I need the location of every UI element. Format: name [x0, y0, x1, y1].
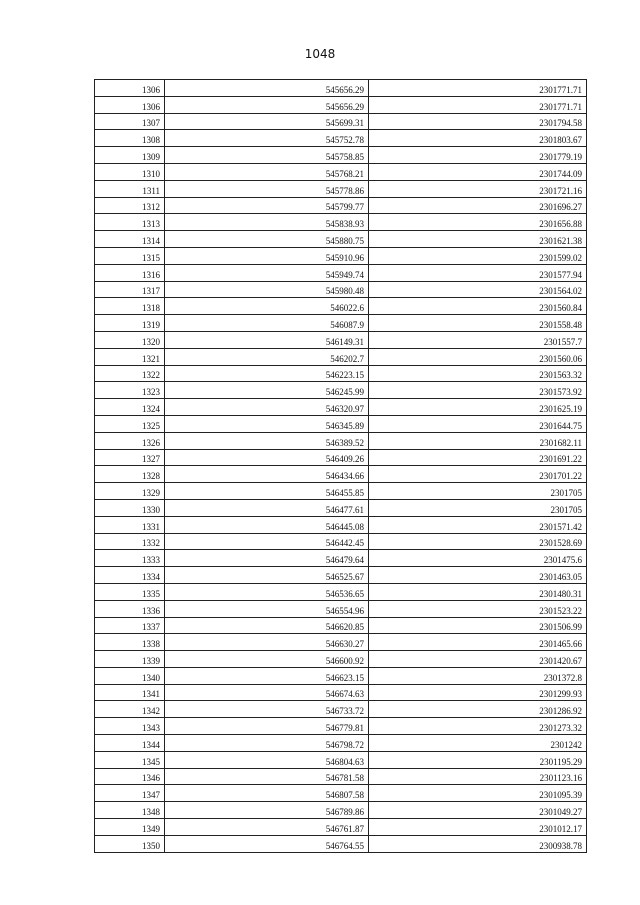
- y-coordinate-cell: 2301560.84: [369, 298, 587, 315]
- point-number-cell: 1346: [95, 768, 165, 785]
- point-number-cell: 1326: [95, 432, 165, 449]
- point-number-cell: 1335: [95, 583, 165, 600]
- y-coordinate-cell: 2301803.67: [369, 130, 587, 147]
- point-number-cell: 1306: [95, 96, 165, 113]
- y-coordinate-cell: 2301475.6: [369, 550, 587, 567]
- table-row: [95, 130, 587, 147]
- x-coordinate-cell: 546674.63: [165, 684, 369, 701]
- point-number-cell: 1313: [95, 214, 165, 231]
- y-coordinate-cell: 2301571.42: [369, 516, 587, 533]
- point-number-cell: 1339: [95, 651, 165, 668]
- point-number-cell: 1328: [95, 466, 165, 483]
- y-coordinate-cell: 2301563.32: [369, 365, 587, 382]
- table-row: [95, 802, 587, 819]
- x-coordinate-cell: 545778.86: [165, 180, 369, 197]
- table-row: [95, 533, 587, 550]
- x-coordinate-cell: 546445.08: [165, 516, 369, 533]
- y-coordinate-cell: 2301123.16: [369, 768, 587, 785]
- table-row: [95, 331, 587, 348]
- y-coordinate-cell: 2301705: [369, 499, 587, 516]
- y-coordinate-cell: 2301771.71: [369, 80, 587, 97]
- y-coordinate-cell: 2301506.99: [369, 617, 587, 634]
- x-coordinate-cell: 546389.52: [165, 432, 369, 449]
- y-coordinate-cell: 2301573.92: [369, 382, 587, 399]
- x-coordinate-cell: 546789.86: [165, 802, 369, 819]
- y-coordinate-cell: 2301242: [369, 735, 587, 752]
- table-row: [95, 247, 587, 264]
- point-number-cell: 1332: [95, 533, 165, 550]
- y-coordinate-cell: 2301691.22: [369, 449, 587, 466]
- point-number-cell: 1309: [95, 147, 165, 164]
- point-number-cell: 1316: [95, 264, 165, 281]
- x-coordinate-cell: 546409.26: [165, 449, 369, 466]
- table-row: [95, 466, 587, 483]
- x-coordinate-cell: 545799.77: [165, 197, 369, 214]
- table-row: [95, 365, 587, 382]
- x-coordinate-cell: 545910.96: [165, 247, 369, 264]
- table-row: [95, 197, 587, 214]
- table-row: [95, 298, 587, 315]
- x-coordinate-cell: 546202.7: [165, 348, 369, 365]
- y-coordinate-cell: 2300938.78: [369, 835, 587, 852]
- point-number-cell: 1320: [95, 331, 165, 348]
- table-row: [95, 600, 587, 617]
- point-number-cell: 1348: [95, 802, 165, 819]
- y-coordinate-cell: 2301705: [369, 483, 587, 500]
- point-number-cell: 1350: [95, 835, 165, 852]
- table-row: [95, 415, 587, 432]
- y-coordinate-cell: 2301577.94: [369, 264, 587, 281]
- y-coordinate-cell: 2301721.16: [369, 180, 587, 197]
- y-coordinate-cell: 2301558.48: [369, 315, 587, 332]
- x-coordinate-cell: 546022.6: [165, 298, 369, 315]
- point-number-cell: 1325: [95, 415, 165, 432]
- x-coordinate-cell: 546345.89: [165, 415, 369, 432]
- x-coordinate-cell: 546442.45: [165, 533, 369, 550]
- point-number-cell: 1345: [95, 751, 165, 768]
- y-coordinate-cell: 2301528.69: [369, 533, 587, 550]
- point-number-cell: 1315: [95, 247, 165, 264]
- x-coordinate-cell: 546434.66: [165, 466, 369, 483]
- point-number-cell: 1344: [95, 735, 165, 752]
- x-coordinate-cell: 546620.85: [165, 617, 369, 634]
- table-row: [95, 214, 587, 231]
- table-row: [95, 432, 587, 449]
- table-row: [95, 634, 587, 651]
- x-coordinate-cell: 546630.27: [165, 634, 369, 651]
- point-number-cell: 1340: [95, 667, 165, 684]
- x-coordinate-cell: 546536.65: [165, 583, 369, 600]
- x-coordinate-cell: 546600.92: [165, 651, 369, 668]
- y-coordinate-cell: 2301557.7: [369, 331, 587, 348]
- x-coordinate-cell: 546733.72: [165, 701, 369, 718]
- y-coordinate-cell: 2301286.92: [369, 701, 587, 718]
- x-coordinate-cell: 546764.55: [165, 835, 369, 852]
- y-coordinate-cell: 2301463.05: [369, 567, 587, 584]
- y-coordinate-cell: 2301701.22: [369, 466, 587, 483]
- point-number-cell: 1341: [95, 684, 165, 701]
- point-number-cell: 1314: [95, 231, 165, 248]
- y-coordinate-cell: 2301625.19: [369, 399, 587, 416]
- point-number-cell: 1312: [95, 197, 165, 214]
- table-row: [95, 348, 587, 365]
- point-number-cell: 1343: [95, 718, 165, 735]
- y-coordinate-cell: 2301696.27: [369, 197, 587, 214]
- point-number-cell: 1336: [95, 600, 165, 617]
- x-coordinate-cell: 546245.99: [165, 382, 369, 399]
- x-coordinate-cell: 545880.75: [165, 231, 369, 248]
- y-coordinate-cell: 2301560.06: [369, 348, 587, 365]
- x-coordinate-cell: 546807.58: [165, 785, 369, 802]
- table-row: [95, 483, 587, 500]
- table-row: [95, 701, 587, 718]
- y-coordinate-cell: 2301465.66: [369, 634, 587, 651]
- x-coordinate-cell: 545768.21: [165, 163, 369, 180]
- point-number-cell: 1349: [95, 819, 165, 836]
- point-number-cell: 1338: [95, 634, 165, 651]
- x-coordinate-cell: 545699.31: [165, 113, 369, 130]
- y-coordinate-cell: 2301779.19: [369, 147, 587, 164]
- x-coordinate-cell: 545838.93: [165, 214, 369, 231]
- y-coordinate-cell: 2301195.29: [369, 751, 587, 768]
- table-row: [95, 785, 587, 802]
- point-number-cell: 1317: [95, 281, 165, 298]
- y-coordinate-cell: 2301621.38: [369, 231, 587, 248]
- point-number-cell: 1318: [95, 298, 165, 315]
- point-number-cell: 1337: [95, 617, 165, 634]
- table-row: [95, 180, 587, 197]
- point-number-cell: 1330: [95, 499, 165, 516]
- table-row: [95, 264, 587, 281]
- x-coordinate-cell: 546525.67: [165, 567, 369, 584]
- y-coordinate-cell: 2301480.31: [369, 583, 587, 600]
- table-row: [95, 768, 587, 785]
- point-number-cell: 1310: [95, 163, 165, 180]
- table-row: [95, 835, 587, 852]
- x-coordinate-cell: 546779.81: [165, 718, 369, 735]
- table-row: [95, 617, 587, 634]
- y-coordinate-cell: 2301299.93: [369, 684, 587, 701]
- x-coordinate-cell: 546477.61: [165, 499, 369, 516]
- x-coordinate-cell: 546781.58: [165, 768, 369, 785]
- point-number-cell: 1342: [95, 701, 165, 718]
- table-row: [95, 583, 587, 600]
- point-number-cell: 1347: [95, 785, 165, 802]
- point-number-cell: 1306: [95, 80, 165, 97]
- table-row: [95, 382, 587, 399]
- y-coordinate-cell: 2301771.71: [369, 96, 587, 113]
- point-number-cell: 1311: [95, 180, 165, 197]
- y-coordinate-cell: 2301049.27: [369, 802, 587, 819]
- table-row: [95, 80, 587, 97]
- x-coordinate-cell: 546761.87: [165, 819, 369, 836]
- table-row: [95, 96, 587, 113]
- table-row: [95, 516, 587, 533]
- x-coordinate-cell: 546623.15: [165, 667, 369, 684]
- table-row: [95, 819, 587, 836]
- x-coordinate-cell: 546804.63: [165, 751, 369, 768]
- table-row: [95, 684, 587, 701]
- x-coordinate-cell: 546149.31: [165, 331, 369, 348]
- point-number-cell: 1319: [95, 315, 165, 332]
- table-row: [95, 147, 587, 164]
- x-coordinate-cell: 545949.74: [165, 264, 369, 281]
- y-coordinate-cell: 2301656.88: [369, 214, 587, 231]
- x-coordinate-cell: 546087.9: [165, 315, 369, 332]
- y-coordinate-cell: 2301794.58: [369, 113, 587, 130]
- point-number-cell: 1307: [95, 113, 165, 130]
- table-row: [95, 550, 587, 567]
- x-coordinate-cell: 545656.29: [165, 80, 369, 97]
- y-coordinate-cell: 2301523.22: [369, 600, 587, 617]
- y-coordinate-cell: 2301012.17: [369, 819, 587, 836]
- x-coordinate-cell: 546455.85: [165, 483, 369, 500]
- point-number-cell: 1334: [95, 567, 165, 584]
- y-coordinate-cell: 2301372.8: [369, 667, 587, 684]
- table-row: [95, 499, 587, 516]
- y-coordinate-cell: 2301273.32: [369, 718, 587, 735]
- table-row: [95, 718, 587, 735]
- point-number-cell: 1322: [95, 365, 165, 382]
- coordinates-table: [94, 79, 587, 853]
- coordinates-table-body: [95, 80, 587, 853]
- point-number-cell: 1329: [95, 483, 165, 500]
- point-number-cell: 1321: [95, 348, 165, 365]
- table-row: [95, 751, 587, 768]
- table-row: [95, 231, 587, 248]
- x-coordinate-cell: 546798.72: [165, 735, 369, 752]
- x-coordinate-cell: 546554.96: [165, 600, 369, 617]
- table-row: [95, 315, 587, 332]
- y-coordinate-cell: 2301682.11: [369, 432, 587, 449]
- x-coordinate-cell: 545752.78: [165, 130, 369, 147]
- point-number-cell: 1333: [95, 550, 165, 567]
- point-number-cell: 1327: [95, 449, 165, 466]
- y-coordinate-cell: 2301420.67: [369, 651, 587, 668]
- table-row: [95, 163, 587, 180]
- y-coordinate-cell: 2301744.09: [369, 163, 587, 180]
- table-row: [95, 449, 587, 466]
- x-coordinate-cell: 546223.15: [165, 365, 369, 382]
- point-number-cell: 1324: [95, 399, 165, 416]
- table-row: [95, 667, 587, 684]
- x-coordinate-cell: 546479.64: [165, 550, 369, 567]
- x-coordinate-cell: 545758.85: [165, 147, 369, 164]
- table-row: [95, 281, 587, 298]
- table-row: [95, 651, 587, 668]
- table-row: [95, 735, 587, 752]
- y-coordinate-cell: 2301599.02: [369, 247, 587, 264]
- page-number: 1048: [304, 47, 336, 61]
- table-row: [95, 567, 587, 584]
- x-coordinate-cell: 545980.48: [165, 281, 369, 298]
- table-row: [95, 399, 587, 416]
- x-coordinate-cell: 546320.97: [165, 399, 369, 416]
- y-coordinate-cell: 2301095.39: [369, 785, 587, 802]
- point-number-cell: 1308: [95, 130, 165, 147]
- point-number-cell: 1323: [95, 382, 165, 399]
- x-coordinate-cell: 545656.29: [165, 96, 369, 113]
- y-coordinate-cell: 2301644.75: [369, 415, 587, 432]
- y-coordinate-cell: 2301564.02: [369, 281, 587, 298]
- table-row: [95, 113, 587, 130]
- point-number-cell: 1331: [95, 516, 165, 533]
